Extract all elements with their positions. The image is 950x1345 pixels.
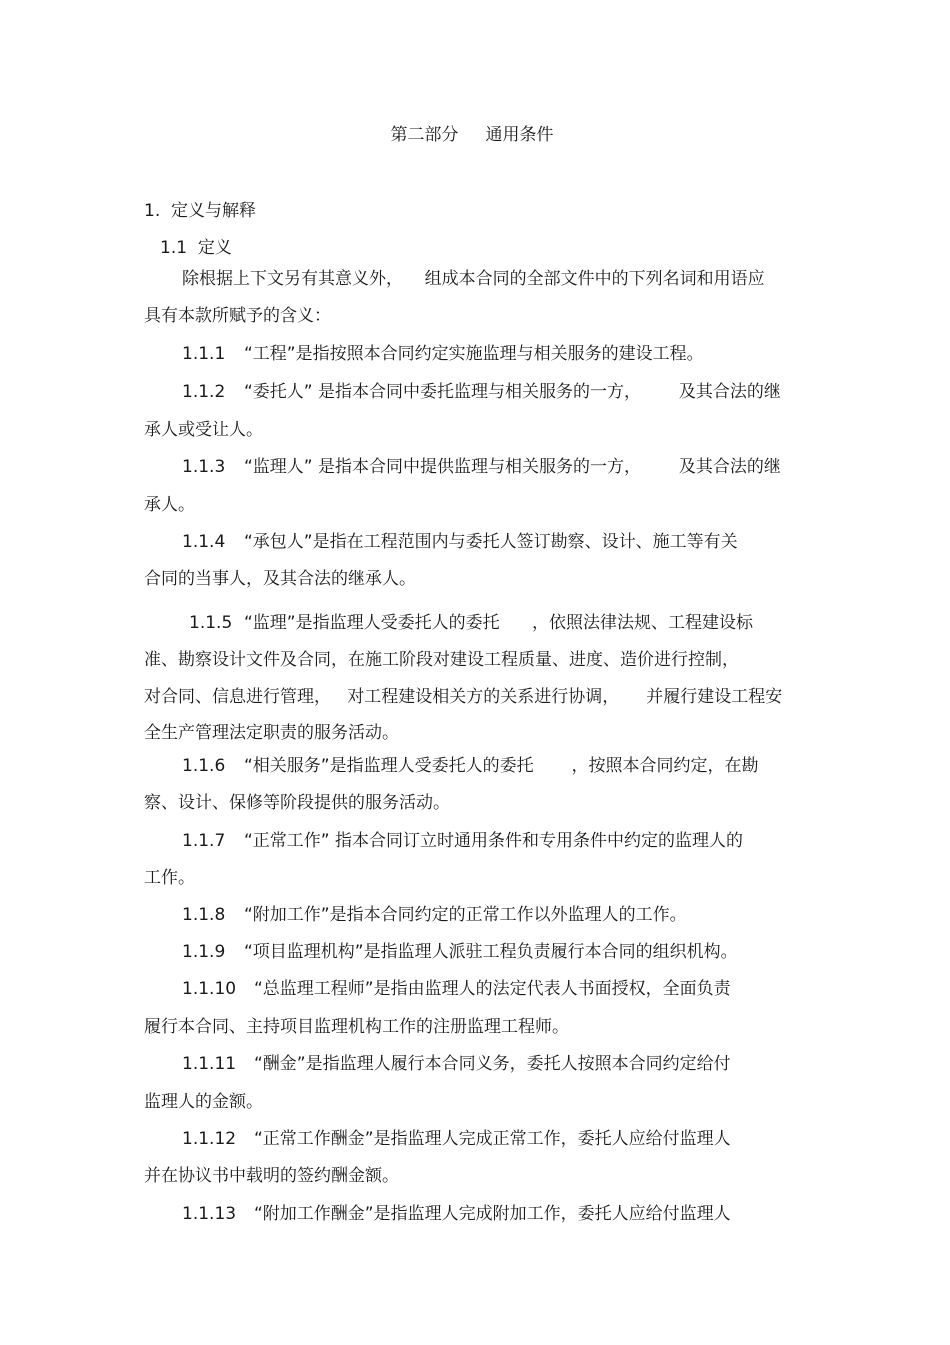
clause-text: 工作。 [144, 868, 195, 888]
clause-text: “正常工作酬金”是指监理人完成正常工作，委托人应给付监理人 [254, 1129, 731, 1149]
section-heading: 1. 定义与解释 [144, 201, 257, 221]
clause-text: 履行本合同、主持项目监理机构工作的注册监理工程师。 [144, 1017, 569, 1037]
clause-text: “项目监理机构”是指监理人派驻工程负责履行本合同的组织机构。 [244, 942, 738, 962]
clause-text: “相关服务”是指监理人受委托人的委托 ，按照本合同约定，在勘 [244, 756, 759, 776]
intro-line: 除根据上下文另有其意义外， 组成本合同的全部文件中的下列名词和用语应 [182, 269, 765, 289]
clause-text: 准、勘察设计文件及合同，在施工阶段对建设工程质量、进度、造价进行控制， [144, 650, 739, 670]
subsection-heading: 1.1 定义 [160, 238, 232, 258]
clause-number: 1.1.13 [182, 1204, 237, 1224]
clause-text: “承包人”是指在工程范围内与委托人签订勘察、设计、施工等有关 [244, 532, 738, 552]
clause-number: 1.1.4 [182, 532, 226, 552]
clause-text: 合同的当事人，及其合法的继承人。 [144, 569, 416, 589]
clause-number: 1.1.6 [182, 756, 226, 776]
clause-text: “正常工作” 指本合同订立时通用条件和专用条件中约定的监理人的 [244, 831, 744, 851]
clause-text: 承人或受让人。 [144, 420, 263, 440]
intro-line: 具有本款所赋予的含义： [144, 306, 331, 326]
page-title: 第二部分 通用条件 [390, 125, 554, 145]
clause-number: 1.1.12 [182, 1129, 237, 1149]
clause-text: “附加工作”是指本合同约定的正常工作以外监理人的工作。 [244, 905, 687, 925]
clause-text: “委托人” 是指本合同中委托监理与相关服务的一方， 及其合法的继 [244, 382, 781, 402]
clause-text: “附加工作酬金”是指监理人完成附加工作，委托人应给付监理人 [254, 1204, 731, 1224]
clause-number: 1.1.11 [182, 1054, 237, 1074]
clause-number: 1.1.9 [182, 942, 226, 962]
clause-text: 监理人的金额。 [144, 1092, 263, 1112]
clause-text: 对合同、信息进行管理， 对工程建设相关方的关系进行协调， 并履行建设工程安 [144, 687, 783, 707]
clause-text: “总监理工程师”是指由监理人的法定代表人书面授权，全面负责 [254, 979, 731, 999]
clause-number: 1.1.7 [182, 831, 226, 851]
clause-text: “监理人” 是指本合同中提供监理与相关服务的一方， 及其合法的继 [244, 457, 781, 477]
clause-text: “工程”是指按照本合同约定实施监理与相关服务的建设工程。 [244, 344, 704, 364]
clause-number: 1.1.3 [182, 457, 226, 477]
clause-number: 1.1.5 [189, 613, 233, 633]
clause-number: 1.1.10 [182, 979, 237, 999]
clause-number: 1.1.8 [182, 905, 226, 925]
clause-text: 察、设计、保修等阶段提供的服务活动。 [144, 793, 450, 813]
clause-text: 承人。 [144, 495, 195, 515]
clause-text: “酬金”是指监理人履行本合同义务，委托人按照本合同约定给付 [254, 1054, 731, 1074]
clause-text: “监理”是指监理人受委托人的委托 ，依照法律法规、工程建设标 [244, 613, 754, 633]
clause-text: 并在协议书中载明的签约酬金额。 [144, 1166, 399, 1186]
clause-number: 1.1.2 [182, 382, 226, 402]
clause-text: 全生产管理法定职责的服务活动。 [144, 723, 399, 743]
clause-number: 1.1.1 [182, 344, 226, 364]
